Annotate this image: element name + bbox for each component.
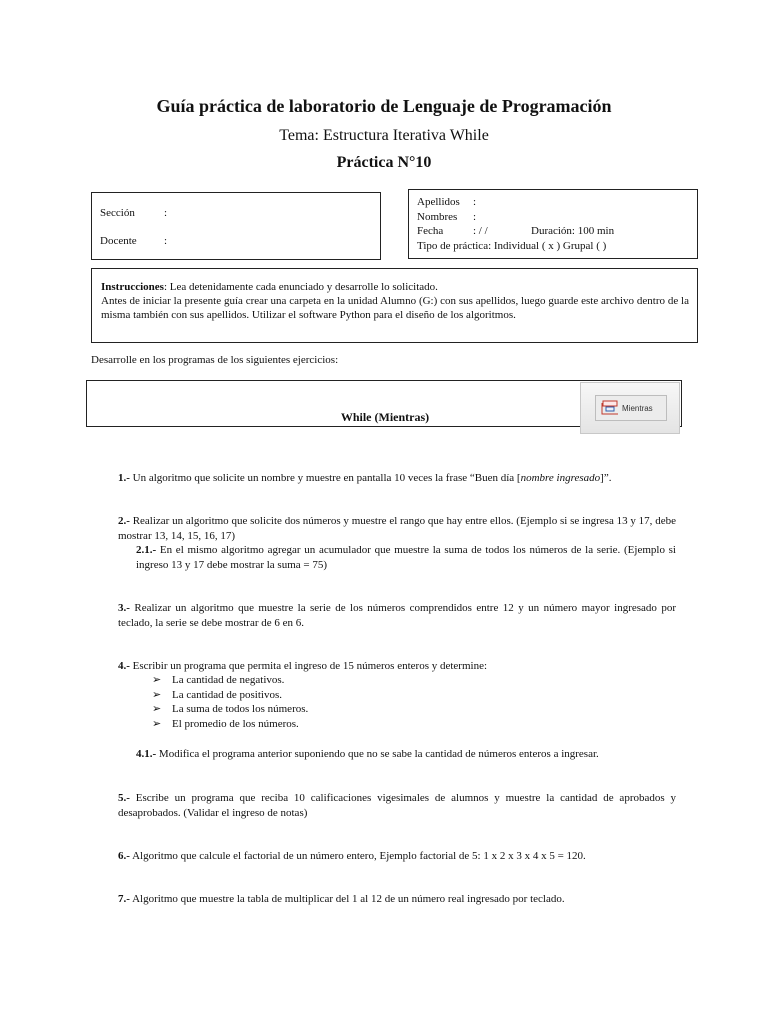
instructions-text xyxy=(101,280,689,322)
arrow-bullet-icon: ➢ xyxy=(152,717,162,730)
practice-heading: Práctica N°10 xyxy=(336,154,432,171)
topic-heading: Tema: Estructura Iterativa While xyxy=(279,127,489,144)
exercise-6: 6.- Algoritmo que calcule el factorial de un número entero, Ejemplo factorial de 5: 1 x 2 x 3 x 4 x 5 = 120. xyxy=(118,850,586,862)
loop-block-icon xyxy=(600,400,620,418)
names-label: Nombres xyxy=(417,211,458,223)
exercise-4-list xyxy=(152,673,308,731)
mientras-ribbon-screenshot xyxy=(580,382,680,434)
exercise-5: 5.- Escribe un programa que reciba 10 calificaciones vigesimales de alumnos y muestre la cantidad de aprobados y desaprobados. (Validar el ingreso de notas) xyxy=(118,792,676,819)
exercise-2-1: 2.1.- En el mismo algoritmo agregar un acumulador que muestre la suma de todos los números de la serie. (Ejemplo si ingreso 13 y 17 debe mostrar la suma = 75) xyxy=(136,544,676,571)
list-item: ➢ La suma de todos los números. xyxy=(152,703,309,715)
mientras-button xyxy=(595,395,667,421)
exercise-4-1: 4.1.- Modifica el programa anterior suponiendo que no se sabe la cantidad de números enteros a ingresar. xyxy=(136,748,599,760)
section-teacher-box xyxy=(91,192,381,260)
while-title: While (Mientras) xyxy=(340,410,430,424)
exercise-1: 1.- Un algoritmo que solicite un nombre y muestre en pantalla 10 veces la frase “Buen día [nombre ingresado]”. xyxy=(118,472,612,484)
arrow-bullet-icon: ➢ xyxy=(152,703,162,715)
instructions-line2: Antes de iniciar la presente guía crear una carpeta en la unidad Alumno (G:) con sus apellidos, luego guarde este archivo dentro de la misma también con sus apellidos. Utilizar el software Python para el diseño de los algoritmos. xyxy=(101,295,689,321)
duration-text: Duración: 100 min xyxy=(531,225,615,237)
practice-type-text: Tipo de práctica: Individual ( x ) Grupal ( ) xyxy=(417,240,607,252)
teacher-label: Docente xyxy=(100,235,137,247)
surnames-label: Apellidos xyxy=(417,196,460,208)
intro-text: Desarrolle en los programas de los siguientes ejercicios: xyxy=(91,354,339,366)
list-item: ➢ La cantidad de negativos. xyxy=(152,674,285,686)
surnames-field[interactable]: : xyxy=(473,196,477,208)
teacher-field[interactable]: : xyxy=(164,235,168,247)
exercise-2: 2.- Realizar un algoritmo que solicite dos números y muestre el rango que hay entre ellos. (Ejemplo si se ingresa 13 y 17, debe mostrar 13, 14, 15, 16, 17) xyxy=(118,515,676,542)
section-label: Sección xyxy=(100,207,135,219)
exercise-3: 3.- Realizar un algoritmo que muestre la serie de los números comprendidos entre 12 y un número mayor ingresado por teclado, la serie se debe mostrar de 6 en 6. xyxy=(118,602,676,629)
arrow-bullet-icon: ➢ xyxy=(152,674,162,686)
document-title: Guía práctica de laboratorio de Lenguaje de Programación xyxy=(156,96,612,116)
student-info-box xyxy=(408,189,698,259)
exercise-4: 4.- Escribir un programa que permita el ingreso de 15 números enteros y determine: xyxy=(118,660,488,672)
instructions-line1: : Lea detenidamente cada enunciado y desarrolle lo solicitado. xyxy=(163,281,438,293)
mientras-label: Mientras xyxy=(622,404,653,413)
instructions-box xyxy=(91,268,698,343)
date-label: Fecha xyxy=(417,225,444,237)
arrow-bullet-icon: ➢ xyxy=(152,688,162,701)
instructions-label: Instrucciones xyxy=(101,281,164,293)
names-field[interactable]: : xyxy=(473,211,477,223)
exercise-7: 7.- Algoritmo que muestre la tabla de multiplicar del 1 al 12 de un número real ingresado por teclado. xyxy=(118,893,565,905)
section-field[interactable]: : xyxy=(164,207,168,219)
list-item: ➢ El promedio de los números. xyxy=(152,717,299,730)
list-item: ➢ La cantidad de positivos. xyxy=(152,688,282,701)
date-field[interactable]: : / / xyxy=(473,225,488,237)
